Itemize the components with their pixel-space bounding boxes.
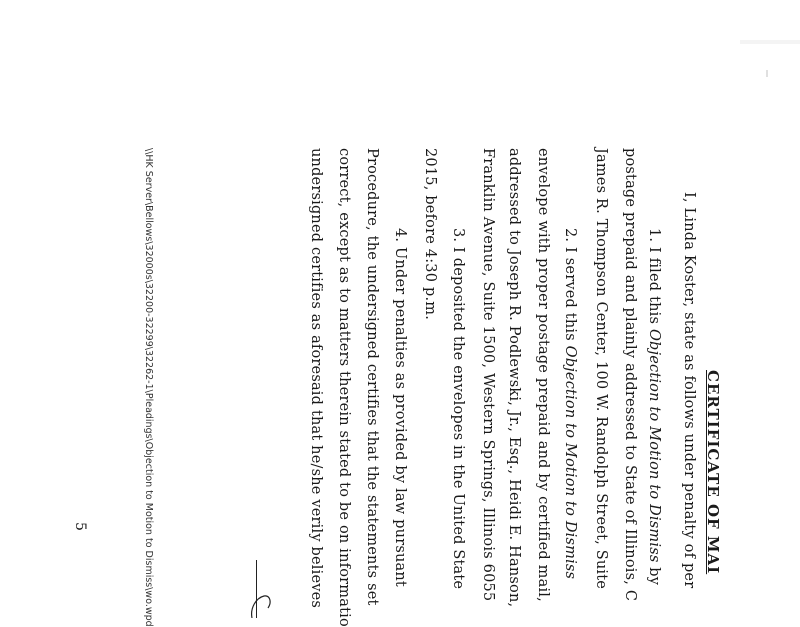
body-line-4: James R. Thompson Center, 100 W. Randolph Street, Suite xyxy=(593,148,609,590)
document-title-phrase: Objection to Motion to Dismiss xyxy=(562,345,578,580)
signature-mark xyxy=(248,592,276,618)
body-line-2: 1. I filed this Objection to Motion to Dismiss by xyxy=(646,228,662,586)
body-line-9: 3. I deposited the envelopes in the United State xyxy=(450,228,466,590)
page-number: 5 xyxy=(72,522,88,531)
body-line-12: Procedure, the undersigned certifies that the statements set xyxy=(364,148,380,606)
scan-artifact xyxy=(740,40,800,44)
body-line-11: 4. Under penalties as provided by law pursuant xyxy=(392,228,408,587)
file-path-footer: \\HK Server\Bellows\32000s\32200-32299\32262-1\Pleadings\Objection to Motion to Dismiss\wo.wpd xyxy=(143,148,154,627)
body-line-6: envelope with proper postage prepaid and by certified mail, xyxy=(535,148,551,602)
document-title-phrase: Objection to Motion to Dismiss xyxy=(646,328,662,563)
body-line-3: postage prepaid and plainly addressed to State of Illinois, C xyxy=(622,148,638,602)
body-line-14: undersigned certifies as aforesaid that he/she verily believes xyxy=(308,148,324,609)
body-line-1: I, Linda Koster, state as follows under penalty of per xyxy=(681,192,697,589)
scan-artifact xyxy=(766,70,768,77)
body-line-5: 2. I served this Objection to Motion to Dismiss xyxy=(562,228,578,580)
body-line-13: correct, except as to matters therein stated to be on informatio xyxy=(336,148,352,627)
body-line-8: Franklin Avenue, Suite 1500, Western Springs, Illinois 6055 xyxy=(480,148,496,602)
body-line-7: addressed to Joseph R. Podlewski, Jr., Esq., Heidi E. Hanson, xyxy=(506,148,522,608)
body-line-10: 2015, before 4:30 p.m. xyxy=(422,148,438,321)
certificate-heading: CERTIFICATE OF MAI xyxy=(704,370,722,575)
